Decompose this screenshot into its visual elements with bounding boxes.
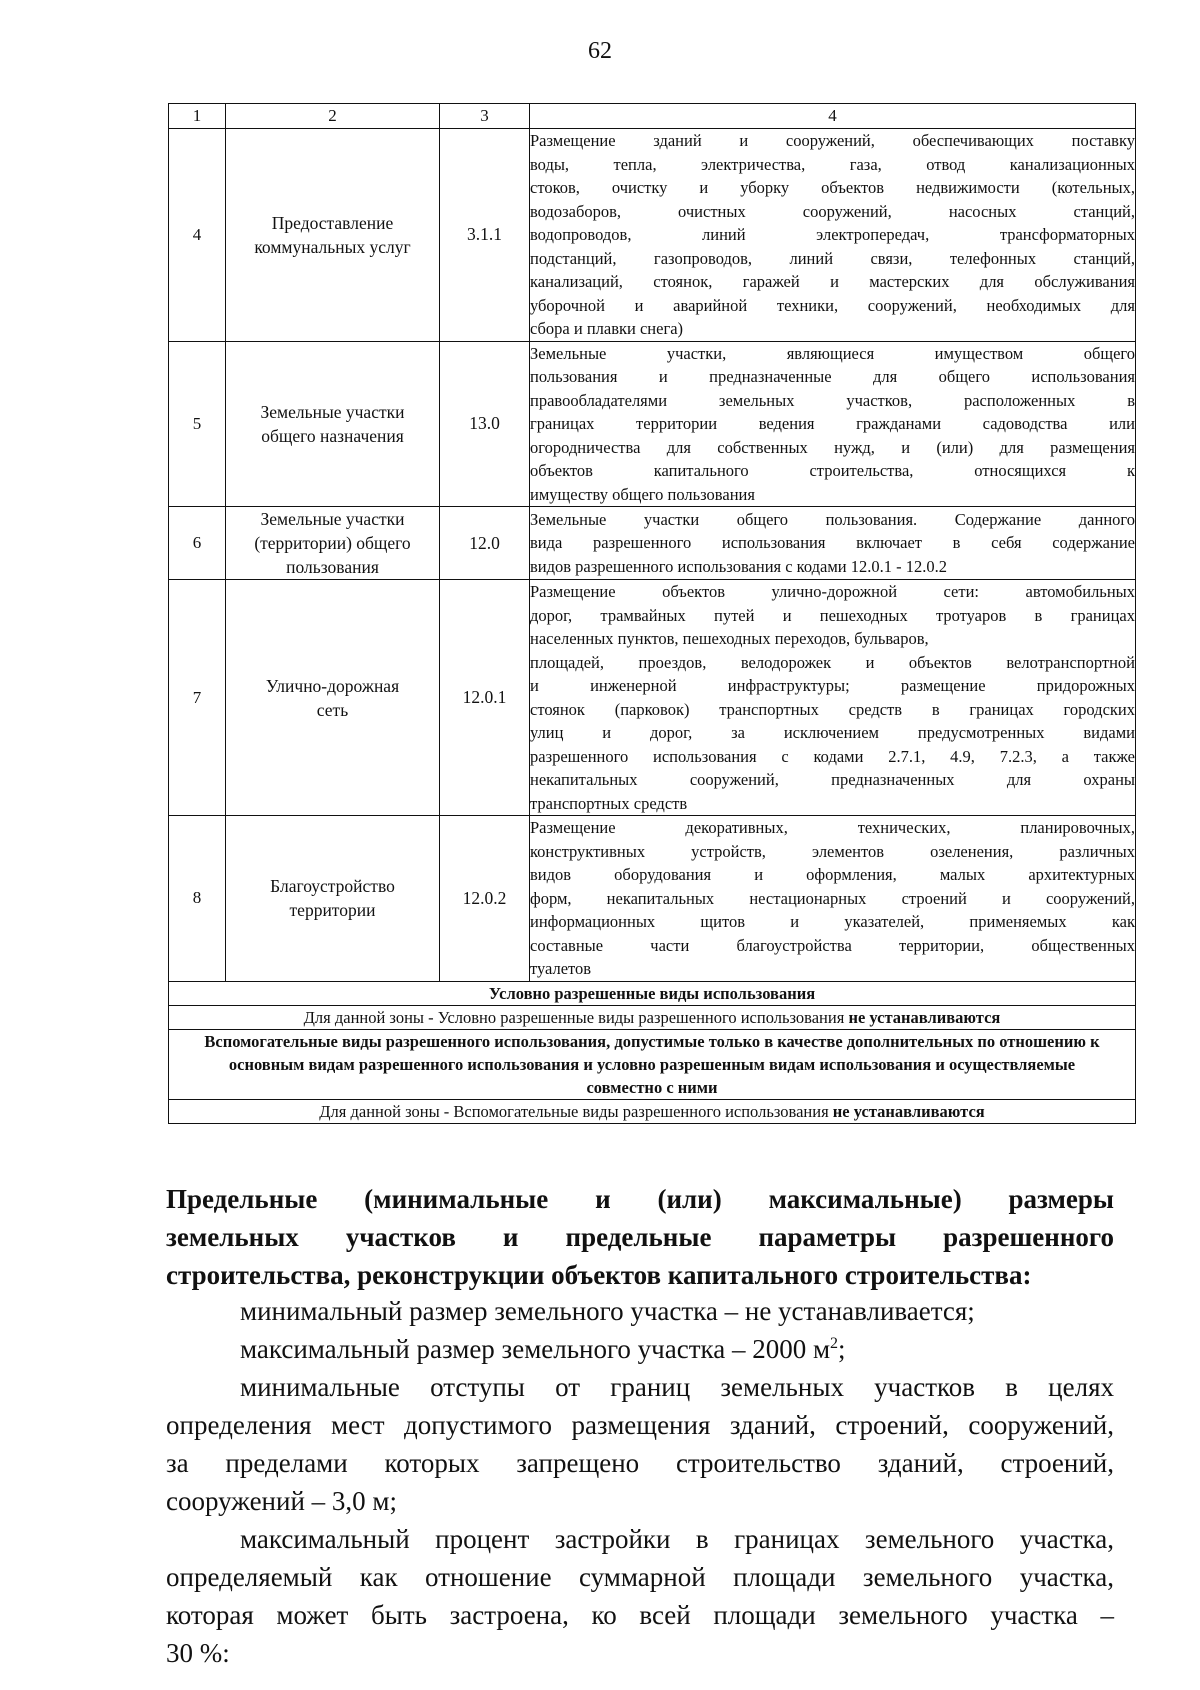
description-line: составные части благоустройства территории, общественных [530,935,1135,955]
description-line: конструктивных устройств, элементов озеленения, различных [530,841,1135,861]
description-line: сбора и плавки снега) [530,319,684,338]
conditional-text-row [169,1005,1136,1029]
use-name: Земельные участки (территории) общего пользования [226,507,440,580]
use-description [530,507,1136,580]
description-line: подстанций, газопроводов, линий связи, телефонных станций, [530,248,1135,268]
use-code: 3.1.1 [440,129,530,342]
row-number: 6 [169,507,226,580]
description-line: улиц и дорог, за исключением предусмотренных видами [530,723,1135,742]
max-size-line [166,1330,1114,1368]
description-line: канализаций, стоянок, гаражей и мастерских для обслуживания [530,272,1135,291]
setbacks-line: минимальные отступы от границ земельных участков в целях [240,1372,1114,1402]
use-name: Земельные участки общего назначения [226,341,440,507]
description-line: пользования и предназначенные для общего использования [530,367,1135,386]
row-number: 7 [169,580,226,816]
description-line: видов разрешенного использования с кодами 12.0.1 - 12.0.2 [530,556,947,576]
description-line: огородничества для собственных нужд, и (или) для размещения [530,437,1135,457]
use-name: Предоставление коммунальных услуг [226,129,440,342]
use-name: Улично-дорожная сеть [226,580,440,816]
header-col-3: 3 [440,104,530,129]
max-size-text: максимальный размер земельного участка – 2000 м [240,1334,831,1364]
description-line: правообладателями земельных участков, расположенных в [530,390,1135,410]
use-code: 12.0 [440,507,530,580]
auxiliary-heading-row [169,1029,1136,1099]
table-row [169,129,1136,342]
row-number: 5 [169,341,226,507]
table-row [169,341,1136,507]
use-description [530,580,1136,816]
use-description [530,129,1136,342]
use-code: 12.0.1 [440,580,530,816]
auxiliary-text-prefix: Для данной зоны - Вспомогательные виды разрешенного использования [319,1101,833,1121]
row-number: 4 [169,129,226,342]
row-number: 8 [169,816,226,982]
description-line: форм, некапитальных нестационарных строений и сооружений, [530,888,1135,908]
conditional-uses-heading-text: Условно разрешенные виды использования [488,983,816,1003]
use-description [530,816,1136,982]
heading-line: строительства, реконструкции объектов капитального строительства: [166,1260,1032,1290]
description-line: разрешенного использования с кодами 2.7.1, 4.9, 7.2.3, а также [530,746,1135,766]
conditional-text-prefix: Для данной зоны - Условно разрешенные виды разрешенного использования [303,1007,849,1027]
table-row [169,816,1136,982]
description-line: Размещение объектов улично-дорожной сети: автомобильных [530,582,1135,601]
parameters-text [166,1292,1114,1672]
use-code: 13.0 [440,341,530,507]
description-line: транспортных средств [530,793,688,813]
description-line: населенных пунктов, пешеходных переходов, бульваров, [530,629,929,648]
auxiliary-uses-heading-text: Вспомогательные виды разрешенного использования, допустимые только в качестве дополнительных по отношению к основным видам разрешенного использования и условно разрешенным видам использования и осуществляемые совместно с ними [204,1031,1100,1097]
max-size-suffix: ; [838,1334,846,1364]
coverage-line: определяемый как отношение суммарной площади земельного участка, [166,1562,1114,1592]
description-line: некапитальных сооружений, предназначенных для охраны [530,770,1135,789]
description-line: стоянок (парковок) транспортных средств в границах городских [530,699,1135,719]
use-code: 12.0.2 [440,816,530,982]
auxiliary-uses-heading [169,1029,1136,1099]
description-line: Размещение зданий и сооружений, обеспечивающих поставку [530,131,1135,150]
description-line: границах территории ведения гражданами садоводства или [530,414,1135,433]
use-name: Благоустройство территории [226,816,440,982]
description-line: воды, тепла, электричества, газа, отвод канализационных [530,154,1135,174]
description-line: водопроводов, линий электропередач, трансформаторных [530,225,1135,244]
coverage-line: которая может быть застроена, ко всей площади земельного участка – [166,1600,1114,1630]
setbacks-line: за пределами которых запрещено строительство зданий, строений, [166,1448,1114,1478]
description-line: площадей, проездов, велодорожек и объектов велотранспортной [530,652,1135,672]
conditional-heading-row [169,981,1136,1005]
description-line: стоков, очистку и уборку объектов недвижимости (котельных, [530,178,1135,197]
description-line: вида разрешенного использования включает в себя содержание [530,533,1135,553]
table-row [169,507,1136,580]
heading-line: земельных участков и предельные параметры разрешенного [166,1222,1114,1252]
header-col-1: 1 [169,104,226,129]
description-line: туалетов [530,959,592,978]
description-line: информационных щитов и указателей, применяемых как [530,912,1135,931]
land-use-table [168,103,1136,1124]
description-line: объектов капитального строительства, относящихся к [530,461,1135,480]
description-line: и инженерной инфраструктуры; размещение придорожных [530,676,1135,695]
description-line: Земельные участки общего пользования. Содержание данного [530,509,1135,529]
description-line: Земельные участки, являющиеся имуществом общего [530,343,1135,363]
max-size-superscript: 2 [830,1335,839,1352]
min-size-line: минимальный размер земельного участка – не устанавливается; [240,1296,975,1326]
table-row [169,580,1136,816]
description-line: уборочной и аварийной техники, сооружений, необходимых для [530,295,1135,315]
auxiliary-uses-text [169,1099,1136,1123]
section-heading [166,1180,1114,1294]
heading-line: Предельные (минимальные и (или) максимальные) размеры [166,1184,1114,1214]
description-line: дорог, трамвайных путей и пешеходных тротуаров в границах [530,605,1135,625]
conditional-uses-heading [169,981,1136,1005]
auxiliary-text-bold: не устанавливаются [832,1101,985,1121]
coverage-line: максимальный процент застройки в границах земельного участка, [240,1524,1114,1554]
setbacks-line: определения мест допустимого размещения зданий, строений, сооружений, [166,1410,1114,1440]
setbacks-line: сооружений – 3,0 м; [166,1486,397,1516]
description-line: имуществу общего пользования [530,484,755,504]
conditional-uses-text [169,1005,1136,1029]
description-line: водозаборов, очистных сооружений, насосных станций, [530,201,1135,221]
description-line: Размещение декоративных, технических, планировочных, [530,818,1135,837]
table-header-row [169,104,1136,129]
coverage-line: 30 %: [166,1638,230,1668]
page-number: 62 [588,38,612,64]
use-description [530,341,1136,507]
header-col-2: 2 [226,104,440,129]
header-col-4: 4 [530,104,1136,129]
conditional-text-bold: не устанавливаются [848,1007,1001,1027]
auxiliary-text-row [169,1099,1136,1123]
description-line: видов оборудования и оформления, малых архитектурных [530,865,1135,884]
